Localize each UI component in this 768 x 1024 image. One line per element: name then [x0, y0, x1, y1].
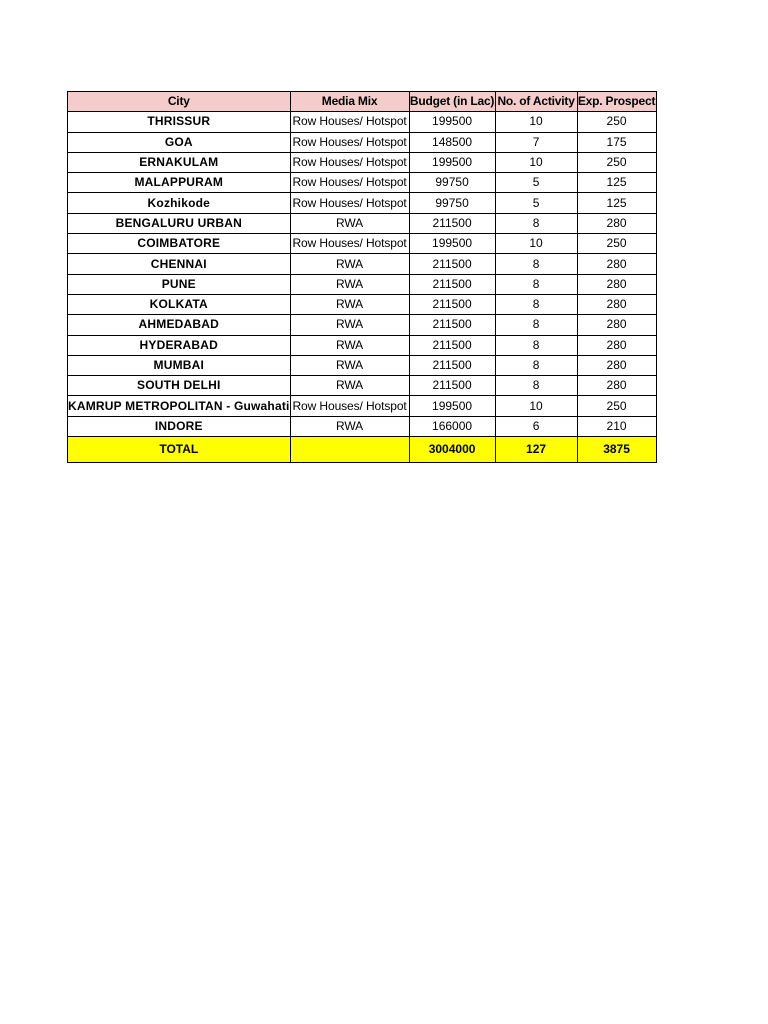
cell-budget[interactable]: 211500: [409, 355, 495, 375]
cell-activity[interactable]: 10: [495, 396, 577, 416]
table-row: [68, 173, 657, 193]
table-row: [68, 193, 657, 213]
cell-activity[interactable]: 8: [495, 254, 577, 274]
cell-media-mix[interactable]: RWA: [290, 294, 409, 314]
header-media-mix[interactable]: Media Mix: [290, 92, 409, 112]
cell-city[interactable]: CHENNAI: [68, 254, 291, 274]
cell-prospect[interactable]: 125: [577, 193, 656, 213]
table-row: [68, 376, 657, 396]
cell-prospect[interactable]: 280: [577, 335, 656, 355]
table-row: [68, 254, 657, 274]
cell-city[interactable]: COIMBATORE: [68, 234, 291, 254]
cell-prospect[interactable]: 280: [577, 315, 656, 335]
table-row: [68, 213, 657, 233]
cell-budget[interactable]: 166000: [409, 416, 495, 436]
cell-prospect[interactable]: 250: [577, 152, 656, 172]
cell-activity[interactable]: 10: [495, 234, 577, 254]
cell-budget[interactable]: 148500: [409, 132, 495, 152]
cell-prospect[interactable]: 280: [577, 376, 656, 396]
cell-activity[interactable]: 6: [495, 416, 577, 436]
cell-budget[interactable]: 99750: [409, 173, 495, 193]
table-body: [68, 112, 657, 437]
cell-city[interactable]: GOA: [68, 132, 291, 152]
cell-budget[interactable]: 211500: [409, 213, 495, 233]
cell-activity[interactable]: 10: [495, 112, 577, 132]
cell-city[interactable]: SOUTH DELHI: [68, 376, 291, 396]
table-row: [68, 335, 657, 355]
total-budget[interactable]: 3004000: [409, 437, 495, 463]
cell-media-mix[interactable]: RWA: [290, 355, 409, 375]
cell-prospect[interactable]: 250: [577, 234, 656, 254]
cell-media-mix[interactable]: Row Houses/ Hotspot: [290, 112, 409, 132]
cell-city[interactable]: KAMRUP METROPOLITAN - Guwahati: [68, 396, 291, 416]
cell-media-mix[interactable]: RWA: [290, 274, 409, 294]
total-media-mix[interactable]: [290, 437, 409, 463]
total-prospect[interactable]: 3875: [577, 437, 656, 463]
cell-activity[interactable]: 7: [495, 132, 577, 152]
table-row: [68, 152, 657, 172]
cell-activity[interactable]: 8: [495, 315, 577, 335]
cell-activity[interactable]: 8: [495, 213, 577, 233]
cell-city[interactable]: ERNAKULAM: [68, 152, 291, 172]
cell-activity[interactable]: 8: [495, 376, 577, 396]
cell-media-mix[interactable]: Row Houses/ Hotspot: [290, 396, 409, 416]
cell-city[interactable]: BENGALURU URBAN: [68, 213, 291, 233]
cell-prospect[interactable]: 280: [577, 355, 656, 375]
cell-prospect[interactable]: 280: [577, 254, 656, 274]
cell-city[interactable]: THRISSUR: [68, 112, 291, 132]
table-row: [68, 294, 657, 314]
total-row: [68, 437, 657, 463]
table-row: [68, 112, 657, 132]
cell-budget[interactable]: 199500: [409, 112, 495, 132]
budget-table: [67, 91, 657, 463]
cell-activity[interactable]: 5: [495, 193, 577, 213]
table-row: [68, 315, 657, 335]
cell-prospect[interactable]: 250: [577, 112, 656, 132]
cell-budget[interactable]: 211500: [409, 335, 495, 355]
cell-budget[interactable]: 199500: [409, 152, 495, 172]
cell-activity[interactable]: 8: [495, 294, 577, 314]
total-activity[interactable]: 127: [495, 437, 577, 463]
cell-activity[interactable]: 8: [495, 355, 577, 375]
cell-media-mix[interactable]: RWA: [290, 254, 409, 274]
cell-prospect[interactable]: 175: [577, 132, 656, 152]
cell-activity[interactable]: 8: [495, 274, 577, 294]
cell-media-mix[interactable]: Row Houses/ Hotspot: [290, 152, 409, 172]
cell-city[interactable]: HYDERABAD: [68, 335, 291, 355]
cell-prospect[interactable]: 280: [577, 213, 656, 233]
cell-media-mix[interactable]: RWA: [290, 416, 409, 436]
cell-prospect[interactable]: 125: [577, 173, 656, 193]
cell-city[interactable]: Kozhikode: [68, 193, 291, 213]
cell-media-mix[interactable]: Row Houses/ Hotspot: [290, 234, 409, 254]
header-prospect[interactable]: Exp. Prospect: [577, 92, 656, 112]
header-city[interactable]: City: [68, 92, 291, 112]
table-row: [68, 396, 657, 416]
cell-budget[interactable]: 99750: [409, 193, 495, 213]
table-row: [68, 355, 657, 375]
cell-media-mix[interactable]: Row Houses/ Hotspot: [290, 193, 409, 213]
cell-budget[interactable]: 211500: [409, 315, 495, 335]
cell-activity[interactable]: 5: [495, 173, 577, 193]
cell-prospect[interactable]: 250: [577, 396, 656, 416]
header-activity[interactable]: No. of Activity: [495, 92, 577, 112]
table-row: [68, 274, 657, 294]
cell-city[interactable]: MUMBAI: [68, 355, 291, 375]
table-row: [68, 234, 657, 254]
cell-media-mix[interactable]: Row Houses/ Hotspot: [290, 132, 409, 152]
cell-budget[interactable]: 211500: [409, 376, 495, 396]
table-row: [68, 416, 657, 436]
cell-prospect[interactable]: 280: [577, 294, 656, 314]
cell-media-mix[interactable]: RWA: [290, 315, 409, 335]
cell-media-mix[interactable]: RWA: [290, 335, 409, 355]
cell-city[interactable]: KOLKATA: [68, 294, 291, 314]
cell-prospect[interactable]: 210: [577, 416, 656, 436]
cell-budget[interactable]: 211500: [409, 254, 495, 274]
cell-prospect[interactable]: 280: [577, 274, 656, 294]
table-row: [68, 132, 657, 152]
header-budget[interactable]: Budget (in Lac): [409, 92, 495, 112]
cell-media-mix[interactable]: RWA: [290, 376, 409, 396]
cell-city[interactable]: INDORE: [68, 416, 291, 436]
total-label[interactable]: TOTAL: [68, 437, 291, 463]
cell-city[interactable]: AHMEDABAD: [68, 315, 291, 335]
cell-budget[interactable]: 199500: [409, 396, 495, 416]
cell-media-mix[interactable]: RWA: [290, 213, 409, 233]
cell-city[interactable]: MALAPPURAM: [68, 173, 291, 193]
cell-budget[interactable]: 211500: [409, 294, 495, 314]
cell-budget[interactable]: 199500: [409, 234, 495, 254]
cell-city[interactable]: PUNE: [68, 274, 291, 294]
cell-budget[interactable]: 211500: [409, 274, 495, 294]
cell-activity[interactable]: 8: [495, 335, 577, 355]
cell-media-mix[interactable]: Row Houses/ Hotspot: [290, 173, 409, 193]
header-row: [68, 92, 657, 112]
cell-activity[interactable]: 10: [495, 152, 577, 172]
